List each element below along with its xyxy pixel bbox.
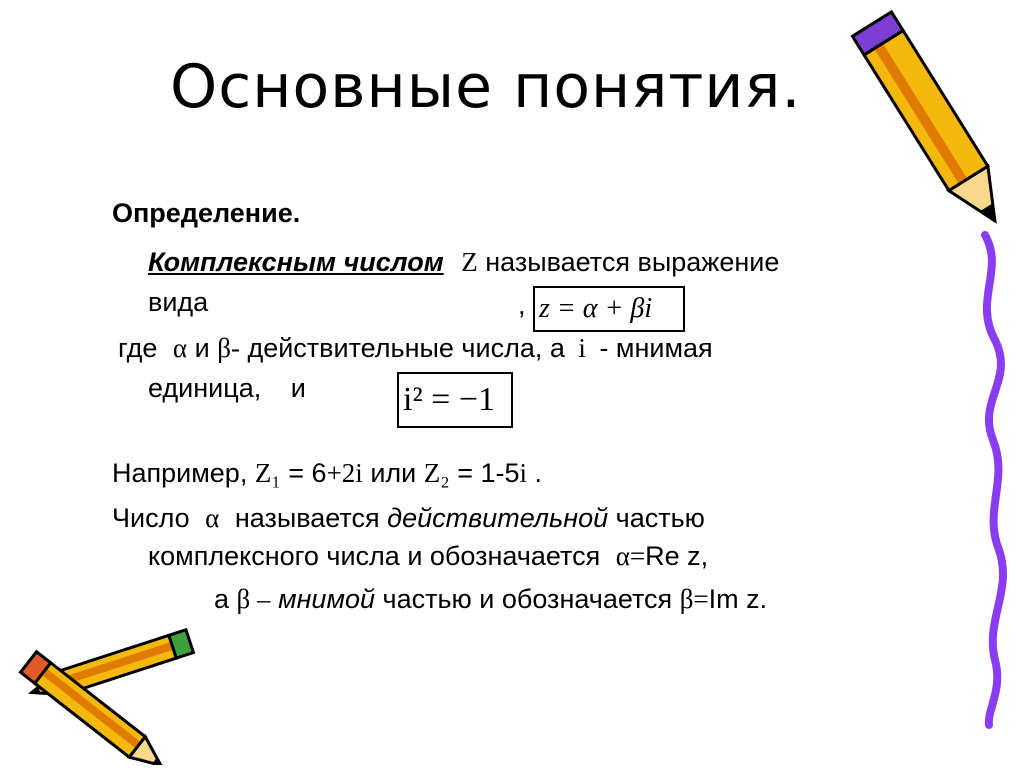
decorative-wavy-line <box>965 230 1020 730</box>
real-mid: называется <box>234 503 380 533</box>
where-rest2: - мнимая <box>599 333 713 363</box>
imag-beta: β – <box>236 584 271 614</box>
real-end: частью <box>615 503 705 533</box>
real-term: действительной <box>387 503 609 533</box>
slide-title: Основные понятия. <box>170 52 802 122</box>
real-re: Re z, <box>645 541 709 571</box>
real-start: Число <box>112 503 190 533</box>
example-i: i <box>519 458 527 488</box>
where-rest: действительные числа, а <box>247 333 565 363</box>
example-eq1: = 6 <box>288 458 327 488</box>
imag-term: мнимой <box>278 584 375 614</box>
imag-part-line <box>214 584 767 615</box>
imag-mid: частью и обозначается <box>382 584 673 614</box>
example-or: или <box>370 458 417 488</box>
real-alpha-eq: α= <box>615 541 646 571</box>
where-and-2: и <box>290 373 306 403</box>
where-line-1 <box>118 333 713 364</box>
var-z: Z <box>461 247 478 277</box>
term-complex-number: Комплексным числом <box>148 247 444 277</box>
pencil-icon <box>850 0 1020 250</box>
def-comma: , <box>518 290 526 320</box>
imag-im: Im z. <box>708 584 768 614</box>
real-part-line-2 <box>148 541 708 572</box>
z1-symbol: Z₁ <box>254 458 281 488</box>
example-line <box>112 458 542 489</box>
real-line2: комплексного числа и обозначается <box>148 541 601 571</box>
example-eq2: = 1-5 <box>457 458 520 488</box>
real-part-line-1 <box>112 503 705 534</box>
example-start: Например, <box>112 458 248 488</box>
example-dot: . <box>534 458 543 488</box>
crossed-pencils-icon <box>0 615 210 765</box>
formula-z: z = α + βi <box>533 286 685 332</box>
where-and: и <box>194 333 210 363</box>
imag-start: а <box>214 584 230 614</box>
imag-beta-eq: β= <box>679 584 709 614</box>
definition-line-1 <box>148 247 779 278</box>
i-symbol: i <box>578 333 586 363</box>
def-after-term: называется выражение <box>485 247 780 277</box>
definition-heading: Определение. <box>112 198 301 228</box>
definition-line-2: вида <box>148 287 209 317</box>
where-start: где <box>118 333 158 363</box>
where-line-2 <box>148 373 306 404</box>
real-alpha: α <box>205 503 220 533</box>
beta-symbol: β- <box>217 333 240 363</box>
z2-symbol: Z₂ <box>423 458 450 488</box>
where-unit: единица, <box>148 373 262 403</box>
formula-i-squared: i² = −1 <box>397 372 513 428</box>
alpha-symbol: α <box>172 333 188 363</box>
example-plus2i: +2i <box>326 458 363 488</box>
